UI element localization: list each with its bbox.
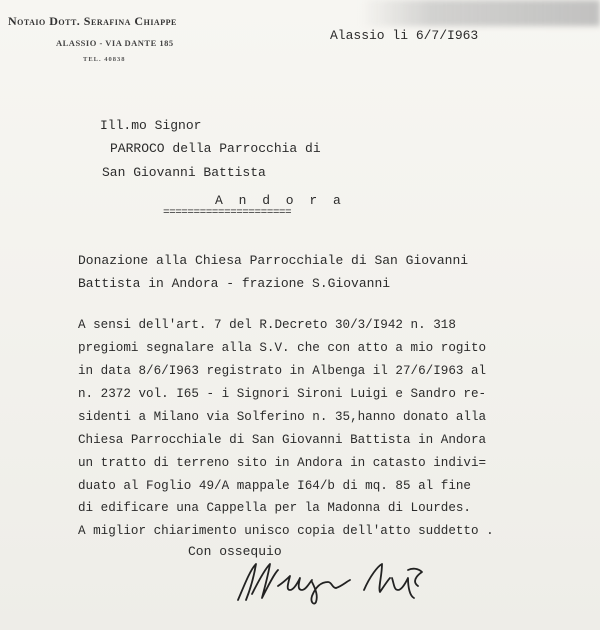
scan-smudge [360,0,600,26]
recipient-title: PARROCO della Parrocchia di [110,141,321,156]
body-line: di edificare una Cappella per la Madonna di Lourdes. [78,501,471,515]
notary-phone: TEL. 40838 [83,56,126,63]
subject-line-2: Battista in Andora - frazione S.Giovanni [78,276,391,291]
closing: Con ossequio [188,544,282,559]
body-line: duato al Foglio 49/A mappale I64/b di mq. 85 al fine [78,479,471,493]
date-line: Alassio li 6/7/I963 [330,28,479,43]
body-line: Chiesa Parrocchiale di San Giovanni Battista in Andora [78,433,487,447]
handwritten-signature [232,556,432,606]
recipient-city: A n d o r a [215,193,345,208]
city-underline: ===================== [163,207,292,219]
recipient-salutation: Ill.mo Signor [100,118,202,133]
body-line: in data 8/6/I963 registrato in Albenga il 27/6/I963 al [78,364,487,378]
body-line: sidenti a Milano via Solferino n. 35,hanno donato alla [78,410,487,424]
body-line: n. 2372 vol. I65 - i Signori Sironi Luigi e Sandro re- [78,387,487,401]
notary-name: Notaio Dott. Serafina Chiappe [8,14,177,28]
recipient-parish: San Giovanni Battista [102,165,266,180]
body-line: pregiomi segnalare alla S.V. che con atto a mio rogito [78,341,487,355]
notary-address: ALASSIO - VIA DANTE 185 [56,38,174,48]
letterhead [8,14,238,63]
body-line: A sensi dell'art. 7 del R.Decreto 30/3/I942 n. 318 [78,318,456,332]
body-line: A miglior chiarimento unisco copia dell'atto suddetto . [78,524,494,538]
subject-line-1: Donazione alla Chiesa Parrocchiale di San Giovanni [78,253,469,268]
body-line: un tratto di terreno sito in Andora in catasto indivi= [78,456,487,470]
